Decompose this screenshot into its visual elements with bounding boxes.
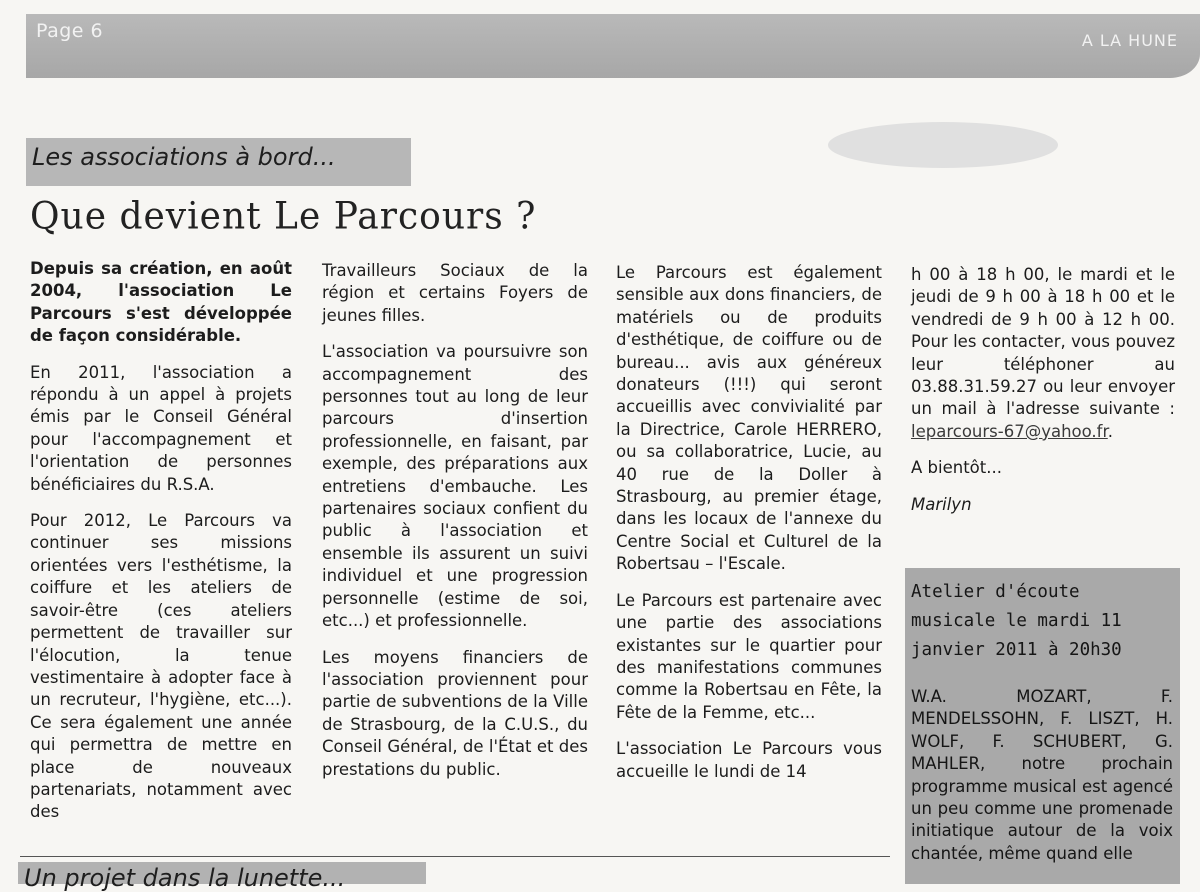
event-description: W.A. MOZART, F. MENDELSSOHN, F. LISZT, H. WOLF, F. SCHUBERT, G. MAHLER, notre prochain programme musical est agencé un peu comme une promenade initiatique autour de la voix chantée, même quand elle [911,687,1173,863]
paragraph: Le Parcours est partenaire avec une partie des associations existantes sur le quartier pour des manifestations communes comme la Robertsau en Fête, la Fête de la Femme, etc... [616,590,882,722]
article-column-3 [616,262,882,797]
next-section-title: Un projet dans la lunette... [24,864,346,892]
closing: A bientôt... [911,458,1002,478]
paragraph: L'association va poursuivre son accompagnement des personnes tout au long de leur parcours d'insertion professionnelle, en faisant, par exemple, des préparations aux entretiens d'embauche. Les partenaires sociaux confient du public à l'association et ensemble ils assurent un suivi individuel et une progression personnelle (estime de soi, etc...) et professionnelle. [322,342,588,631]
header-band [26,14,1200,78]
article-column-4 [911,264,1175,530]
article-headline: Que devient Le Parcours ? [30,194,537,239]
decorative-blob [828,122,1058,168]
page-number: Page 6 [36,20,104,42]
paragraph: Travailleurs Sociaux de la région et certains Foyers de jeunes filles. [322,261,588,325]
event-title: Atelier d'écoute musicale le mardi 11 janvier 2011 à 20h30 [911,582,1122,660]
email-link[interactable]: leparcours-67@yahoo.fr [911,421,1108,441]
paragraph: Le Parcours est également sensible aux dons financiers, de matériels ou de produits d'esthétique, de coiffure ou de bureau... avis aux généreux donateurs (!!!) qui seront accueillis avec convivialité par la Directrice, Carole HERRERO, ou sa collaboratrice, Lucie, au 40 rue de la Doller à Strasbourg, au premier étage, dans les locaux de l'annexe du Centre Social et Culturel de la Robertsau – l'Escale. [616,263,882,574]
paragraph: En 2011, l'association a répondu à un appel à projets émis par le Conseil Général pour l'accompagnement et l'orientation de personnes bénéficiaires du R.S.A. [30,362,292,494]
contact-text: h 00 à 18 h 00, le mardi et le jeudi de 9 h 00 à 18 h 00 et le vendredi de 9 h 00 à 12 h 00. Pour les contacter, vous pouvez leur téléphoner au 03.88.31.59.27 ou leur envoyer un mail à l'adresse suivante : [911,265,1175,419]
contact-paragraph [911,264,1175,443]
article-column-1 [30,258,292,838]
section-title: Les associations à bord... [32,143,336,171]
paragraph: Les moyens financiers de l'association proviennent pour partie de subventions de la Ville de Strasbourg, de la C.U.S., du Conseil Général, de l'État et des prestations du public. [322,647,588,779]
article-lead: Depuis sa création, en août 2004, l'association Le Parcours s'est développée de façon considérable. [30,259,292,346]
paragraph: Pour 2012, Le Parcours va continuer ses missions orientées vers l'esthétisme, la coiffure et les ateliers de savoir-être (ces ateliers permettent de travailler sur l'élocution, la tenue vestimentaire à adopter face à un recruteur, l'hygiène, etc...). Ce sera également une année qui permettra de mettre en place de nouveaux partenariats, notamment avec des [30,511,292,822]
paragraph: L'association Le Parcours vous accueille le lundi de 14 [616,739,882,781]
signature: Marilyn [911,494,972,514]
divider [20,856,890,857]
publication-name: A LA HUNE [1081,31,1178,50]
contact-text-end: . [1107,421,1114,441]
article-column-2 [322,260,588,795]
